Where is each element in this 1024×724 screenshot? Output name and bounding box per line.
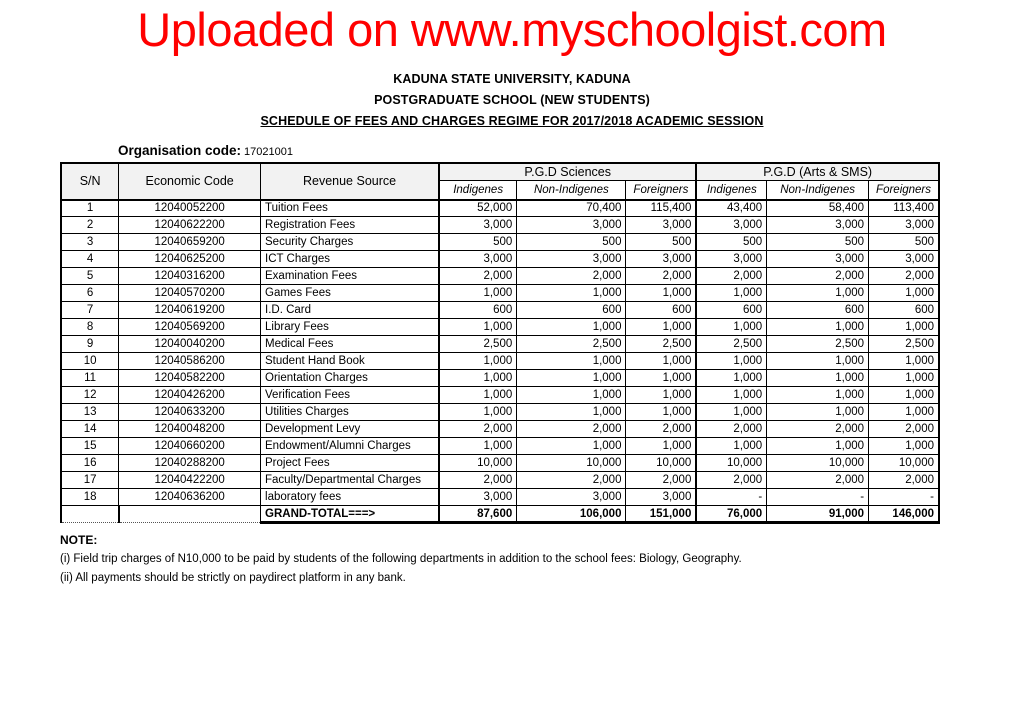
cell-art-non: 2,500 <box>767 336 869 353</box>
cell-sci-ind: 2,000 <box>439 268 517 285</box>
table-row <box>61 251 939 268</box>
cell-art-ind: 1,000 <box>696 387 766 404</box>
cell-sci-ind: 600 <box>439 302 517 319</box>
cell-art-for: 2,500 <box>869 336 939 353</box>
cell-sci-non: 3,000 <box>517 489 626 506</box>
cell-sn: 6 <box>61 285 119 302</box>
cell-art-for: 1,000 <box>869 370 939 387</box>
cell-sn: 3 <box>61 234 119 251</box>
heading-university: KADUNA STATE UNIVERSITY, KADUNA <box>393 72 631 86</box>
fees-table-body <box>61 200 939 523</box>
fees-table-container <box>60 162 940 524</box>
cell-art-ind: 10,000 <box>696 455 766 472</box>
cell-art-non: 1,000 <box>767 353 869 370</box>
cell-source: laboratory fees <box>261 489 440 506</box>
cell-art-non: 58,400 <box>767 200 869 217</box>
cell-source: ICT Charges <box>261 251 440 268</box>
cell-source: Student Hand Book <box>261 353 440 370</box>
cell-art-for: 1,000 <box>869 285 939 302</box>
cell-art-non: 2,000 <box>767 421 869 438</box>
cell-art-non: 3,000 <box>767 251 869 268</box>
note-item-2: (ii) All payments should be strictly on paydirect platform in any bank. <box>60 572 406 584</box>
cell-art-for: - <box>869 489 939 506</box>
table-row <box>61 302 939 319</box>
cell-code: 12040660200 <box>119 438 261 455</box>
cell-sn: 10 <box>61 353 119 370</box>
total-cell-art-for: 146,000 <box>869 506 939 523</box>
cell-sci-for: 1,000 <box>626 404 696 421</box>
cell-sci-ind: 1,000 <box>439 438 517 455</box>
cell-code: 12040422200 <box>119 472 261 489</box>
cell-art-ind: 500 <box>696 234 766 251</box>
cell-sci-non: 2,000 <box>517 268 626 285</box>
col-header-arts-non-indigenes: Non-Indigenes <box>767 181 869 200</box>
cell-sci-for: 1,000 <box>626 319 696 336</box>
cell-code: 12040636200 <box>119 489 261 506</box>
cell-sci-non: 2,000 <box>517 421 626 438</box>
table-row <box>61 268 939 285</box>
col-header-arts-foreigners: Foreigners <box>869 181 939 200</box>
cell-art-ind: 1,000 <box>696 319 766 336</box>
cell-sci-ind: 52,000 <box>439 200 517 217</box>
cell-sci-for: 1,000 <box>626 353 696 370</box>
col-header-revenue-source: Revenue Source <box>261 163 440 200</box>
cell-art-non: 1,000 <box>767 438 869 455</box>
cell-sci-ind: 3,000 <box>439 217 517 234</box>
table-row <box>61 370 939 387</box>
organisation-code-value: 17021001 <box>244 146 293 158</box>
cell-art-for: 2,000 <box>869 268 939 285</box>
cell-source: Utilities Charges <box>261 404 440 421</box>
cell-source: Tuition Fees <box>261 200 440 217</box>
cell-sci-non: 1,000 <box>517 438 626 455</box>
cell-source: Project Fees <box>261 455 440 472</box>
total-cell-code <box>119 506 261 523</box>
cell-sci-for: 1,000 <box>626 285 696 302</box>
cell-sci-for: 500 <box>626 234 696 251</box>
cell-code: 12040052200 <box>119 200 261 217</box>
table-row <box>61 421 939 438</box>
cell-art-for: 1,000 <box>869 387 939 404</box>
cell-code: 12040622200 <box>119 217 261 234</box>
cell-sci-for: 600 <box>626 302 696 319</box>
cell-sci-non: 500 <box>517 234 626 251</box>
watermark-banner: Uploaded on www.myschoolgist.com <box>137 3 887 56</box>
cell-art-ind: 2,000 <box>696 268 766 285</box>
cell-sci-for: 1,000 <box>626 370 696 387</box>
cell-sn: 7 <box>61 302 119 319</box>
cell-code: 12040426200 <box>119 387 261 404</box>
cell-source: Medical Fees <box>261 336 440 353</box>
cell-sci-non: 70,400 <box>517 200 626 217</box>
total-cell-sci-for: 151,000 <box>626 506 696 523</box>
total-cell-sn <box>61 506 119 523</box>
cell-sci-for: 2,000 <box>626 421 696 438</box>
cell-sci-for: 1,000 <box>626 387 696 404</box>
cell-source: Library Fees <box>261 319 440 336</box>
cell-art-ind: 1,000 <box>696 370 766 387</box>
table-row <box>61 489 939 506</box>
fees-table <box>60 162 940 524</box>
col-group-header-pgd-arts: P.G.D (Arts & SMS) <box>696 163 939 181</box>
table-row <box>61 217 939 234</box>
cell-art-for: 3,000 <box>869 251 939 268</box>
organisation-code-label: Organisation code: <box>118 143 242 158</box>
cell-art-non: 600 <box>767 302 869 319</box>
table-row <box>61 285 939 302</box>
cell-art-for: 2,000 <box>869 472 939 489</box>
cell-art-non: 2,000 <box>767 472 869 489</box>
cell-sci-non: 1,000 <box>517 285 626 302</box>
fees-table-head <box>61 163 939 200</box>
cell-art-non: 1,000 <box>767 404 869 421</box>
cell-sci-non: 3,000 <box>517 217 626 234</box>
cell-sn: 14 <box>61 421 119 438</box>
cell-art-for: 3,000 <box>869 217 939 234</box>
cell-sci-for: 10,000 <box>626 455 696 472</box>
cell-sci-ind: 2,500 <box>439 336 517 353</box>
cell-source: Orientation Charges <box>261 370 440 387</box>
table-row <box>61 336 939 353</box>
cell-art-non: - <box>767 489 869 506</box>
cell-code: 12040582200 <box>119 370 261 387</box>
cell-sci-ind: 1,000 <box>439 319 517 336</box>
cell-code: 12040288200 <box>119 455 261 472</box>
col-group-header-pgd-sciences: P.G.D Sciences <box>439 163 696 181</box>
col-header-sci-indigenes: Indigenes <box>439 181 517 200</box>
cell-art-ind: 2,500 <box>696 336 766 353</box>
cell-art-non: 10,000 <box>767 455 869 472</box>
cell-art-ind: 3,000 <box>696 217 766 234</box>
table-row <box>61 319 939 336</box>
total-cell-source: GRAND-TOTAL===> <box>261 506 440 523</box>
col-header-economic-code: Economic Code <box>119 163 261 200</box>
cell-sci-for: 3,000 <box>626 217 696 234</box>
cell-art-ind: 2,000 <box>696 472 766 489</box>
cell-sci-for: 2,000 <box>626 268 696 285</box>
cell-sn: 13 <box>61 404 119 421</box>
cell-sci-ind: 2,000 <box>439 472 517 489</box>
cell-code: 12040048200 <box>119 421 261 438</box>
cell-sn: 4 <box>61 251 119 268</box>
cell-sn: 8 <box>61 319 119 336</box>
cell-sn: 1 <box>61 200 119 217</box>
cell-sn: 15 <box>61 438 119 455</box>
table-row <box>61 200 939 217</box>
cell-art-ind: 2,000 <box>696 421 766 438</box>
cell-sci-for: 3,000 <box>626 251 696 268</box>
cell-art-for: 1,000 <box>869 353 939 370</box>
cell-sci-ind: 1,000 <box>439 285 517 302</box>
cell-art-for: 600 <box>869 302 939 319</box>
cell-sci-non: 1,000 <box>517 319 626 336</box>
cell-code: 12040316200 <box>119 268 261 285</box>
cell-sci-non: 2,500 <box>517 336 626 353</box>
cell-sci-ind: 3,000 <box>439 489 517 506</box>
cell-art-for: 1,000 <box>869 404 939 421</box>
cell-sci-non: 3,000 <box>517 251 626 268</box>
cell-code: 12040633200 <box>119 404 261 421</box>
cell-sn: 5 <box>61 268 119 285</box>
cell-source: Development Levy <box>261 421 440 438</box>
total-cell-art-ind: 76,000 <box>696 506 766 523</box>
cell-sci-non: 1,000 <box>517 404 626 421</box>
cell-art-for: 113,400 <box>869 200 939 217</box>
table-row <box>61 438 939 455</box>
table-row <box>61 387 939 404</box>
cell-art-non: 500 <box>767 234 869 251</box>
table-row <box>61 472 939 489</box>
cell-source: Faculty/Departmental Charges <box>261 472 440 489</box>
cell-code: 12040569200 <box>119 319 261 336</box>
col-header-sci-non-indigenes: Non-Indigenes <box>517 181 626 200</box>
cell-code: 12040040200 <box>119 336 261 353</box>
cell-source: Games Fees <box>261 285 440 302</box>
col-header-sn: S/N <box>61 163 119 200</box>
cell-sn: 11 <box>61 370 119 387</box>
cell-sci-non: 1,000 <box>517 353 626 370</box>
cell-sci-ind: 1,000 <box>439 353 517 370</box>
organisation-code <box>118 143 1024 158</box>
table-row <box>61 404 939 421</box>
cell-art-for: 1,000 <box>869 319 939 336</box>
cell-sci-non: 10,000 <box>517 455 626 472</box>
cell-art-ind: 600 <box>696 302 766 319</box>
cell-sci-ind: 2,000 <box>439 421 517 438</box>
header-row-groups <box>61 163 939 181</box>
note-item-1: (i) Field trip charges of N10,000 to be paid by students of the following departments in addition to the school fees: Biology, Geography. <box>60 553 742 565</box>
cell-art-non: 3,000 <box>767 217 869 234</box>
notes-section <box>60 531 1024 588</box>
heading-schedule: SCHEDULE OF FEES AND CHARGES REGIME FOR 2017/2018 ACADEMIC SESSION <box>260 114 764 128</box>
cell-source: Verification Fees <box>261 387 440 404</box>
cell-art-ind: 1,000 <box>696 285 766 302</box>
cell-sci-non: 1,000 <box>517 387 626 404</box>
cell-sci-ind: 10,000 <box>439 455 517 472</box>
cell-art-for: 2,000 <box>869 421 939 438</box>
cell-sci-for: 3,000 <box>626 489 696 506</box>
cell-sci-ind: 500 <box>439 234 517 251</box>
grand-total-row <box>61 506 939 523</box>
total-cell-sci-non: 106,000 <box>517 506 626 523</box>
total-cell-art-non: 91,000 <box>767 506 869 523</box>
cell-sci-ind: 1,000 <box>439 404 517 421</box>
cell-source: Examination Fees <box>261 268 440 285</box>
cell-sci-ind: 3,000 <box>439 251 517 268</box>
cell-source: I.D. Card <box>261 302 440 319</box>
cell-sci-non: 1,000 <box>517 370 626 387</box>
cell-art-non: 1,000 <box>767 387 869 404</box>
notes-title: NOTE: <box>60 533 98 547</box>
cell-sn: 12 <box>61 387 119 404</box>
cell-art-ind: 1,000 <box>696 404 766 421</box>
col-header-sci-foreigners: Foreigners <box>626 181 696 200</box>
cell-code: 12040570200 <box>119 285 261 302</box>
cell-code: 12040625200 <box>119 251 261 268</box>
cell-source: Endowment/Alumni Charges <box>261 438 440 455</box>
cell-art-for: 500 <box>869 234 939 251</box>
cell-sn: 2 <box>61 217 119 234</box>
cell-source: Security Charges <box>261 234 440 251</box>
table-row <box>61 353 939 370</box>
cell-art-ind: 1,000 <box>696 438 766 455</box>
cell-sci-for: 1,000 <box>626 438 696 455</box>
cell-sci-ind: 1,000 <box>439 387 517 404</box>
cell-code: 12040619200 <box>119 302 261 319</box>
cell-code: 12040586200 <box>119 353 261 370</box>
cell-sci-for: 115,400 <box>626 200 696 217</box>
cell-sci-for: 2,500 <box>626 336 696 353</box>
document-heading <box>0 69 1024 132</box>
cell-art-non: 2,000 <box>767 268 869 285</box>
cell-art-ind: - <box>696 489 766 506</box>
cell-art-ind: 3,000 <box>696 251 766 268</box>
cell-art-non: 1,000 <box>767 370 869 387</box>
cell-code: 12040659200 <box>119 234 261 251</box>
cell-art-for: 1,000 <box>869 438 939 455</box>
col-header-arts-indigenes: Indigenes <box>696 181 766 200</box>
total-cell-sci-ind: 87,600 <box>439 506 517 523</box>
cell-sci-for: 2,000 <box>626 472 696 489</box>
cell-sn: 18 <box>61 489 119 506</box>
cell-sn: 16 <box>61 455 119 472</box>
table-row <box>61 234 939 251</box>
heading-school: POSTGRADUATE SCHOOL (NEW STUDENTS) <box>374 93 650 107</box>
table-row <box>61 455 939 472</box>
cell-sci-ind: 1,000 <box>439 370 517 387</box>
cell-art-ind: 1,000 <box>696 353 766 370</box>
cell-sci-non: 2,000 <box>517 472 626 489</box>
cell-art-ind: 43,400 <box>696 200 766 217</box>
cell-source: Registration Fees <box>261 217 440 234</box>
cell-sn: 17 <box>61 472 119 489</box>
cell-sci-non: 600 <box>517 302 626 319</box>
cell-art-for: 10,000 <box>869 455 939 472</box>
cell-art-non: 1,000 <box>767 319 869 336</box>
cell-sn: 9 <box>61 336 119 353</box>
cell-art-non: 1,000 <box>767 285 869 302</box>
